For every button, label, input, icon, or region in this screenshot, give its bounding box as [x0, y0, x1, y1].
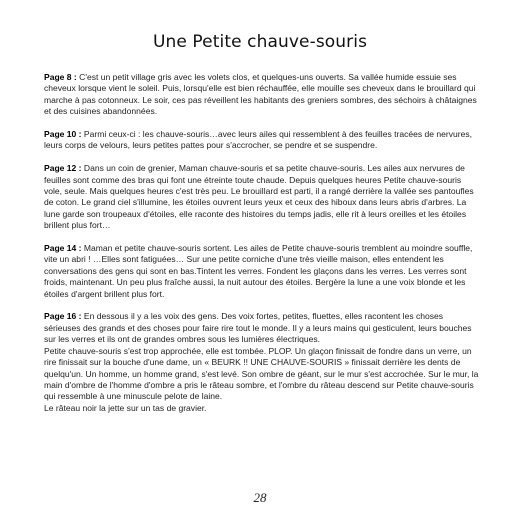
paragraph-line: [44, 243, 480, 300]
paragraph-page-8: [44, 72, 480, 118]
paragraph-text: Maman et petite chauve-souris sortent. Les ailes de Petite chauve-souris tremblent au moindre souffle, vite un abri ! …Elles sont fatiguées… Sur une petite corniche d'une très vieille maison, elles entendent les conversations des gens qui sont en bas.Tintent les verres. Fondent les glaçons dans les verres. Les verres sont froids, maintenant. Un peu plus fraîche aussi, la nuit autour des étoiles. Bergère la lune a une voix blonde et les étoiles d'argent brillent plus fort.: [44, 243, 473, 299]
paragraph-line: [44, 129, 480, 152]
paragraph-page-12: [44, 163, 480, 231]
paragraph-line: [44, 72, 480, 118]
paragraph-line: [44, 163, 480, 231]
paragraph-page-14: [44, 243, 480, 300]
paragraph-text: C'est un petit village gris avec les volets clos, et quelques-uns ouverts. Sa vallée humide essuie ses cheveux lorsque vient le soleil. Puis, lorsqu'elle est bien réchauffée, elle mouille ses cheveux dans le brouillard qui marche à pas cotonneux. Le soir, ces pas réveillent les habitants des greniers sombres, des séchoirs à châtaignes et des cuisines abandonnées.: [44, 72, 477, 117]
paragraph-page-10: [44, 129, 480, 152]
page-label: Page 10 :: [44, 129, 82, 140]
page-label: Page 12 :: [44, 163, 82, 174]
page-label: Page 8 :: [44, 72, 77, 82]
page-label: Page 16 :: [44, 311, 82, 322]
document-body: [44, 72, 480, 426]
paragraph-page-16: [44, 311, 480, 414]
page-label: Page 14 :: [44, 243, 82, 254]
paragraph-line: Petite chauve-souris s'est trop approchée, elle est tombée. PLOP. Un glaçon finissait de fondre dans un verre, un rire finissait sur la bouche d'une dame, un « BEURK !! UNE CHAUVE-SOURIS » finissait derrière les dents de quelqu'un. Un homme, un homme grand, s'est levé. Son ombre de géant, sur le mur s'est accrochée. Sur le mur, la main d'ombre de l'homme d'ombre a pris le râteau sombre, et l'ombre du râteau descend sur Petite chauve-souris qui ressemble à une minuscule pelote de laine.: [44, 345, 479, 402]
paragraph-text: Dans un coin de grenier, Maman chauve-souris et sa petite chauve-souris. Les ailes aux nervures de feuilles sont comme des bras qui font une étreinte toute chaude. Depuis quelques heures Petite chauve-souris vole, seule. Mais quelques heures c'est très peu. Le brouillard est parti, il a rangé derrière la vallée ses pantoufles de coton. Le grand ciel s'illumine, les étoiles ouvrent leurs yeux et ceux des hiboux dans leurs abris d'arbres. La lune garde son troupeaux d'étoiles, elle raconte des histoires du temps jadis, elle rit à leurs oreilles et les étoiles brillent plus fort…: [44, 163, 474, 231]
paragraph-text: Parmi ceux-ci : les chauve-souris…avec leurs ailes qui ressemblent à des feuilles tracées de nervures, leurs corps de velours, leurs petites pattes pour s'accrocher, se pendre et se suspendre.: [44, 129, 473, 151]
paragraph-line: Le râteau noir la jette sur un tas de gravier.: [44, 402, 207, 413]
paragraph-line: [44, 311, 480, 345]
page-number: 28: [253, 490, 267, 505]
page-title: Une Petite chauve-souris: [152, 32, 368, 52]
paragraph-text: En dessous il y a les voix des gens. Des voix fortes, petites, fluettes, elles racontent les choses sérieuses des grands et des choses pour faire rire tout le monde. Il y a leurs mains qui gesticulent, leurs bouches sur les verres et ils ont de grandes ombres sous les lumières électriques.: [44, 311, 472, 345]
